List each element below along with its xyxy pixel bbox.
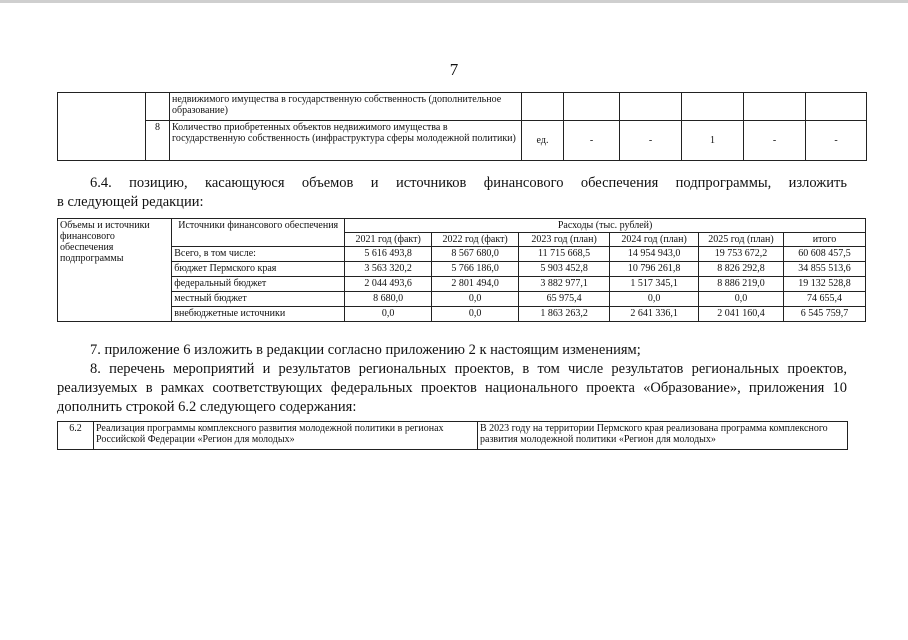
paragraph-6-4-cont: в следующей редакции: <box>57 194 204 210</box>
empty-cell <box>58 93 146 161</box>
value-cell: 8 680,0 <box>345 292 432 307</box>
table-row <box>58 277 866 292</box>
value-cell: 3 882 977,1 <box>519 277 610 292</box>
value-cell: 3 563 320,2 <box>345 262 432 277</box>
paragraph-8-cont: реализуемых в рамках соответствующих федеральных проектов национального проекта «Образование», приложения 10 <box>57 380 847 396</box>
empty-cell <box>806 93 867 121</box>
empty-cell <box>744 93 806 121</box>
value-cell: 10 796 261,8 <box>610 262 699 277</box>
value-cell: 5 616 493,8 <box>345 247 432 262</box>
value-cell: 0,0 <box>432 307 519 322</box>
source-name: местный бюджет <box>172 292 345 307</box>
value-cell: 14 954 943,0 <box>610 247 699 262</box>
value-cell: - <box>564 121 620 161</box>
value-cell: 11 715 668,5 <box>519 247 610 262</box>
value-cell: - <box>806 121 867 161</box>
value-cell: 65 975,4 <box>519 292 610 307</box>
expenses-header: Расходы (тыс. рублей) <box>345 219 866 233</box>
year-header: 2024 год (план) <box>610 233 699 247</box>
value-cell: - <box>744 121 806 161</box>
empty-cell <box>620 93 682 121</box>
value-cell: 8 886 219,0 <box>699 277 784 292</box>
empty-cell <box>146 93 170 121</box>
value-cell: 8 567 680,0 <box>432 247 519 262</box>
activity-result: В 2023 году на территории Пермского края реализована программа комплексного развития молодежной политики «Регион для молодых» <box>478 422 848 450</box>
value-cell: - <box>620 121 682 161</box>
year-header: 2025 год (план) <box>699 233 784 247</box>
table-header-row <box>58 219 866 233</box>
value-cell: 19 753 672,2 <box>699 247 784 262</box>
year-header: 2021 год (факт) <box>345 233 432 247</box>
activity-name: Реализация программы комплексного развития молодежной политики в регионах Российской Федерации «Регион для молодых» <box>94 422 478 450</box>
table-row <box>58 422 848 450</box>
empty-cell <box>564 93 620 121</box>
paragraph-7: 7. приложение 6 изложить в редакции согласно приложению 2 к настоящим изменениям; <box>90 342 641 358</box>
empty-cell <box>682 93 744 121</box>
financing-table <box>57 218 866 322</box>
value-cell: 0,0 <box>432 292 519 307</box>
value-cell: 0,0 <box>345 307 432 322</box>
value-cell: 2 041 160,4 <box>699 307 784 322</box>
sources-header: Источники финансового обеспечения <box>172 219 345 247</box>
year-header: 2023 год (план) <box>519 233 610 247</box>
value-cell: 1 517 345,1 <box>610 277 699 292</box>
value-cell: 2 641 336,1 <box>610 307 699 322</box>
empty-cell <box>522 93 564 121</box>
value-cell: 60 608 457,5 <box>784 247 866 262</box>
total-header: итого <box>784 233 866 247</box>
scan-top-edge <box>0 0 908 3</box>
value-cell: 74 655,4 <box>784 292 866 307</box>
row-number: 6.2 <box>58 422 94 450</box>
value-cell: 5 903 452,8 <box>519 262 610 277</box>
value-cell: 1 <box>682 121 744 161</box>
financing-label: Объемы и источники финансового обеспечения подпрограммы <box>58 219 172 322</box>
table-row <box>58 93 867 121</box>
indicators-table <box>57 92 867 161</box>
source-name: бюджет Пермского края <box>172 262 345 277</box>
unit-cell: ед. <box>522 121 564 161</box>
paragraph-8: 8. перечень мероприятий и результатов региональных проектов, в том числе результатов региональных проектов, <box>90 361 847 377</box>
table-row <box>58 247 866 262</box>
value-cell: 34 855 513,6 <box>784 262 866 277</box>
indicator-text: недвижимого имущества в государственную собственность (дополнительное образование) <box>170 93 522 121</box>
table-row <box>58 121 867 161</box>
activities-table <box>57 421 848 450</box>
value-cell: 6 545 759,7 <box>784 307 866 322</box>
year-header: 2022 год (факт) <box>432 233 519 247</box>
source-name: Всего, в том числе: <box>172 247 345 262</box>
value-cell: 5 766 186,0 <box>432 262 519 277</box>
paragraph-8-end: дополнить строкой 6.2 следующего содержания: <box>57 399 357 415</box>
table-row <box>58 307 866 322</box>
source-name: внебюджетные источники <box>172 307 345 322</box>
value-cell: 0,0 <box>610 292 699 307</box>
page-number: 7 <box>449 60 459 79</box>
indicator-text: Количество приобретенных объектов недвижимого имущества в государственную собственность (инфраструктура сферы молодежной политики) <box>170 121 522 161</box>
value-cell: 8 826 292,8 <box>699 262 784 277</box>
row-number: 8 <box>146 121 170 161</box>
value-cell: 0,0 <box>699 292 784 307</box>
value-cell: 19 132 528,8 <box>784 277 866 292</box>
table-row <box>58 262 866 277</box>
value-cell: 1 863 263,2 <box>519 307 610 322</box>
paragraph-6-4: 6.4. позицию, касающуюся объемов и источников финансового обеспечения подпрограммы, изложить <box>90 175 847 191</box>
value-cell: 2 044 493,6 <box>345 277 432 292</box>
value-cell: 2 801 494,0 <box>432 277 519 292</box>
source-name: федеральный бюджет <box>172 277 345 292</box>
table-row <box>58 292 866 307</box>
